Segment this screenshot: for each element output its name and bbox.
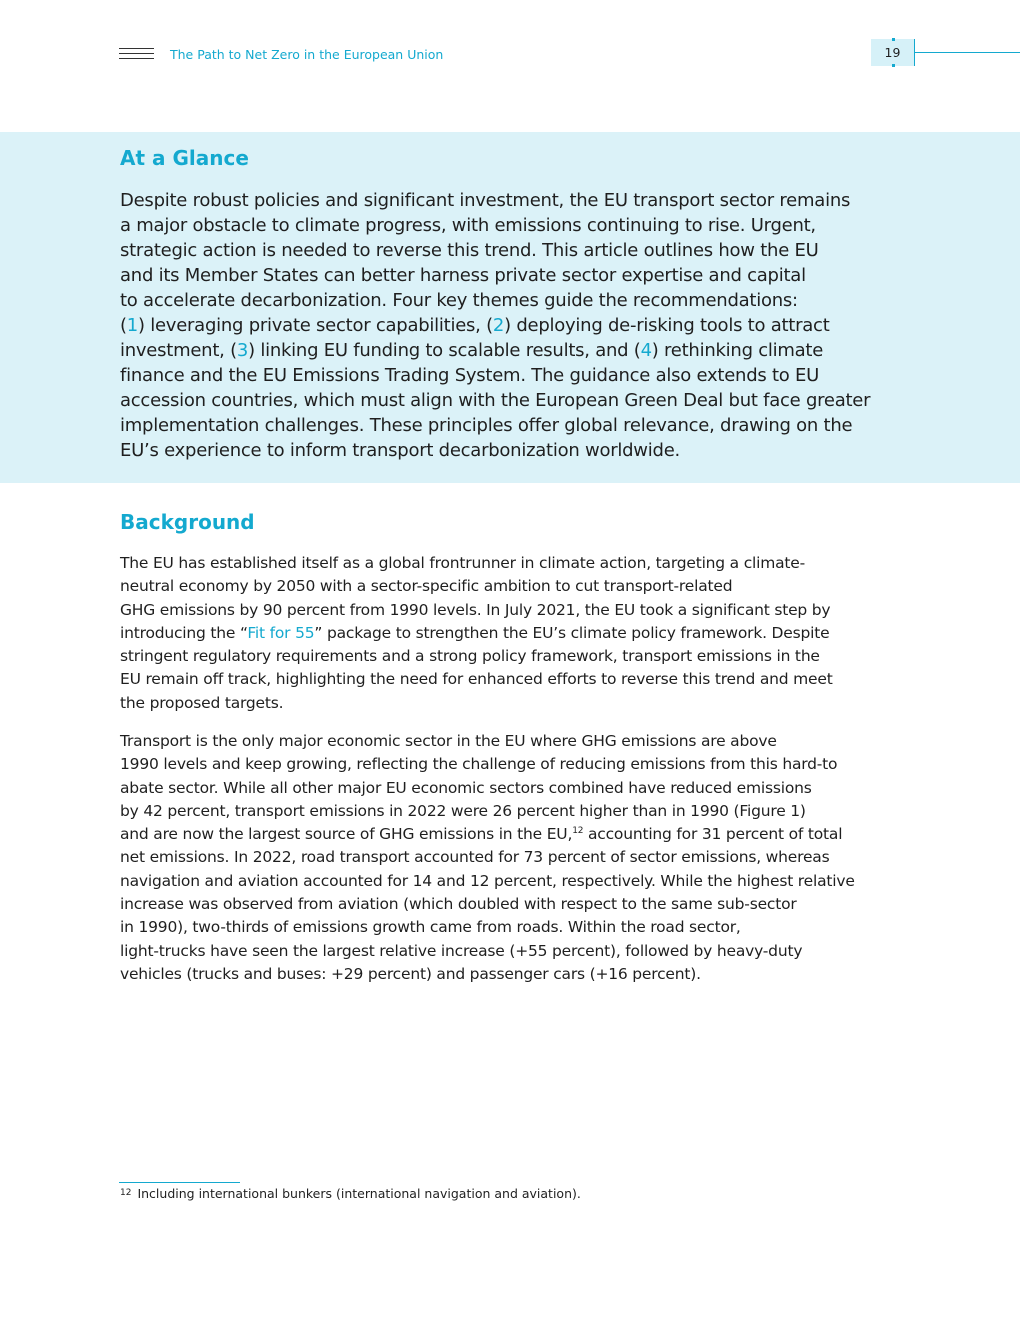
paragraph-line: increase was observed from aviation (which doubled with respect to the same sub-sector [120,895,797,914]
footnote [120,1186,581,1201]
glance-line: (1) leveraging private sector capabilities, (2) deploying de-risking tools to attract [120,315,830,336]
paragraph-line: 1990 levels and keep growing, reflecting the challenge of reducing emissions from this hard-to [120,755,838,774]
glance-line: accession countries, which must align with the European Green Deal but face greater [120,390,871,411]
theme-number-3: 3 [236,340,249,361]
glance-text: investment, ( [120,340,237,361]
background-paragraph-1 [120,552,910,715]
paragraph-text: and are now the largest source of GHG emissions in the EU, [120,825,573,844]
header-rule [915,52,1020,53]
glance-line: to accelerate decarbonization. Four key themes guide the recommendations: [120,290,798,311]
paragraph-line: The EU has established itself as a global frontrunner in climate action, targeting a climate- [120,554,806,572]
glance-line: a major obstacle to climate progress, with emissions continuing to rise. Urgent, [120,215,816,236]
glance-line: Despite robust policies and significant investment, the EU transport sector remains [120,190,851,211]
paragraph-line: GHG emissions by 90 percent from 1990 levels. In July 2021, the EU took a significant step by [120,600,831,619]
footnote-rule [119,1182,240,1183]
paragraph-line: net emissions. In 2022, road transport accounted for 73 percent of sector emissions, whereas [120,848,830,867]
paragraph-line [120,622,910,645]
glance-line: implementation challenges. These principles offer global relevance, drawing on the [120,415,853,436]
page-number-box [871,39,915,66]
paragraph-line: in 1990), two-thirds of emissions growth came from roads. Within the road sector, [120,918,741,937]
background-paragraph-2 [120,730,910,986]
glance-text: ) rethinking climate [651,340,824,361]
paragraph-line [120,823,910,846]
paragraph-line: EU remain off track, highlighting the need for enhanced efforts to reverse this trend and meet [120,670,833,689]
page-number: 19 [884,45,901,60]
glance-text: ) deploying de-risking tools to attract [504,315,830,336]
theme-number-1: 1 [126,315,138,336]
paragraph-line: by 42 percent, transport emissions in 2022 were 26 percent higher than in 1990 (Figure 1) [120,801,806,820]
page-marker-top [892,38,895,41]
paragraph-text: accounting for 31 percent of total [583,825,843,844]
menu-lines-icon [119,48,154,60]
glance-summary [120,188,910,463]
paragraph-line: vehicles (trucks and buses: +29 percent) and passenger cars (+16 percent). [120,964,701,983]
paragraph-line: stringent regulatory requirements and a strong policy framework, transport emissions in the [120,647,820,666]
paragraph-text: ” package to strengthen the EU’s climate policy framework. Despite [314,623,830,642]
paragraph-line: the proposed targets. [120,693,284,712]
fit-for-55-link[interactable]: Fit for 55 [247,623,315,642]
footnote-reference[interactable]: 12 [572,826,584,837]
glance-text: ) leveraging private sector capabilities, ( [137,315,493,336]
footnote-number: 12 [120,1188,132,1198]
glance-heading: At a Glance [120,146,249,170]
paragraph-line: abate sector. While all other major EU economic sectors combined have reduced emissions [120,778,812,797]
paragraph-line: neutral economy by 2050 with a sector-specific ambition to cut transport-related [120,577,733,596]
glance-text: ) linking EU funding to scalable results, and ( [248,340,641,361]
page-marker-bottom [892,64,895,67]
theme-number-4: 4 [640,340,652,361]
glance-line: strategic action is needed to reverse this trend. This article outlines how the EU [120,240,819,261]
footnote-text: Including international bunkers (international navigation and aviation). [137,1186,581,1201]
background-heading: Background [120,510,255,534]
glance-line: finance and the EU Emissions Trading System. The guidance also extends to EU [120,365,820,386]
glance-line [120,338,910,363]
paragraph-text: introducing the “ [120,623,248,642]
at-a-glance-box [0,132,1020,483]
paragraph-line: Transport is the only major economic sector in the EU where GHG emissions are above [120,732,777,750]
glance-line: EU’s experience to inform transport decarbonization worldwide. [120,440,680,461]
paragraph-line: light-trucks have seen the largest relative increase (+55 percent), followed by heavy-duty [120,941,803,960]
theme-number-2: 2 [492,315,505,336]
glance-line: and its Member States can better harness private sector expertise and capital [120,265,806,286]
paragraph-line: navigation and aviation accounted for 14 and 12 percent, respectively. While the highest relative [120,871,855,890]
running-header-title: The Path to Net Zero in the European Union [170,47,444,62]
